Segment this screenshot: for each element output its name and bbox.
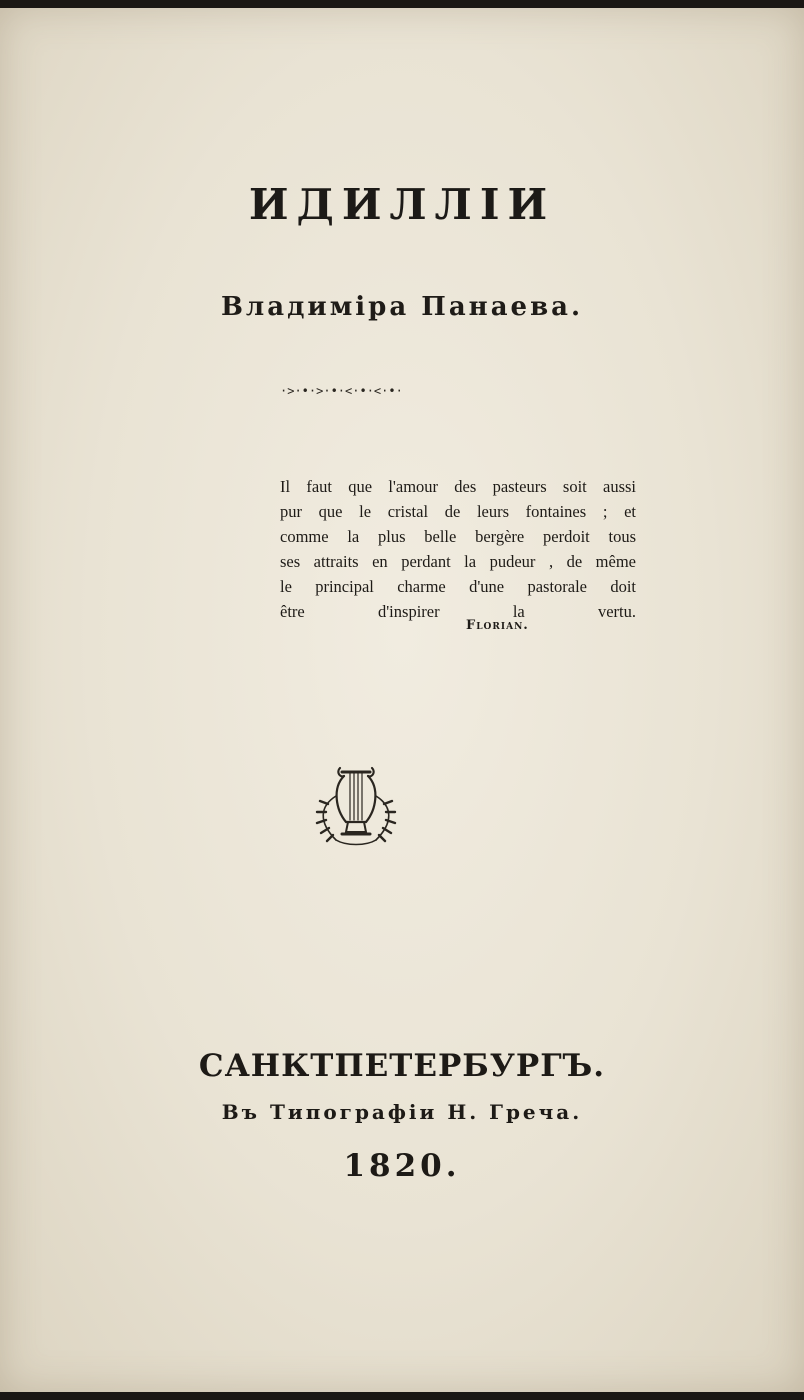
title-page	[0, 8, 804, 1392]
epigraph-signature: Florian.	[466, 618, 529, 633]
epigraph-line: être d'inspirer la vertu.	[280, 602, 636, 621]
book-title: ИДИЛЛІИ	[248, 180, 556, 229]
epigraph-line: comme la plus belle bergère perdoit tous	[280, 527, 636, 546]
epigraph-line: pur que le cristal de leurs fontaines ; et	[280, 502, 636, 521]
epigraph-line: le principal charme d'une pastorale doit	[280, 577, 636, 596]
imprint-year: 1820.	[343, 1148, 461, 1184]
epigraph-line: ses attraits en perdant la pudeur , de même	[280, 552, 636, 571]
lyre-icon	[306, 756, 406, 854]
imprint-city: САНКТПЕТЕРБУРГЪ.	[198, 1048, 606, 1084]
imprint-press: Въ Типографіи Н. Греча.	[221, 1100, 583, 1124]
epigraph	[280, 474, 636, 624]
epigraph-line: Il faut que l'amour des pasteurs soit aussi	[280, 477, 636, 496]
author-line: Владиміра Панаева.	[220, 292, 584, 322]
ornament-rule: ·>·•·>·•·<·•·<·•·	[280, 384, 403, 398]
